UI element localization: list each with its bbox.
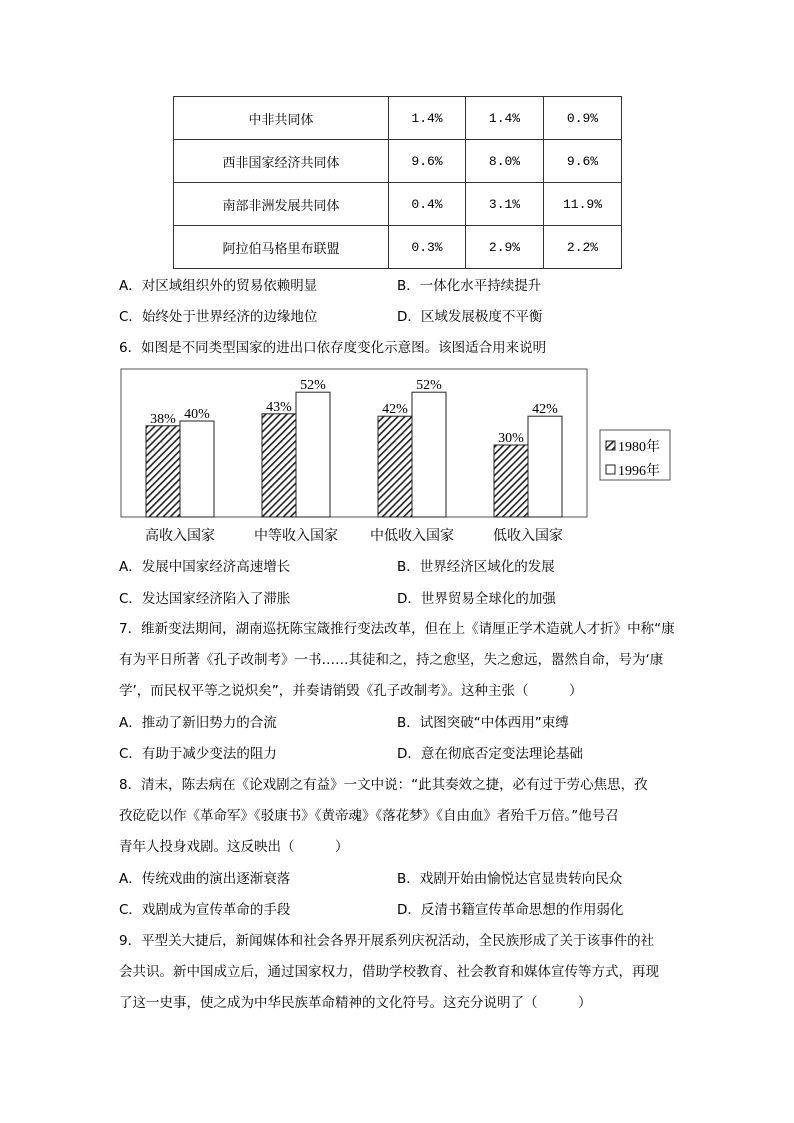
x-tick-label: 中低收入国家: [370, 529, 454, 544]
q7-option-b: B．试图突破“中体西用”束缚: [397, 715, 569, 731]
bar-1996-2: [412, 392, 446, 517]
legend-swatch: [606, 441, 615, 450]
q7-option-a: A．推动了新旧势力的合流: [119, 715, 277, 731]
value-cell: 0.3%: [389, 226, 466, 269]
value-cell: 8.0%: [466, 140, 544, 183]
trade-table: [173, 96, 622, 269]
value-cell: 11.9%: [544, 183, 622, 226]
data-label: 42%: [382, 402, 408, 418]
value-cell: 2.9%: [466, 226, 544, 269]
legend-label: 1996年: [618, 464, 660, 479]
bar-1996-3: [528, 416, 562, 517]
value-cell: 2.2%: [544, 226, 622, 269]
value-cell: 1.4%: [466, 97, 544, 140]
legend-label: 1980年: [618, 440, 660, 455]
org-name: 南部非洲发展共同体: [174, 183, 389, 226]
q8-option-a: A．传统戏曲的演出逐渐衰落: [119, 871, 291, 887]
org-name: 西非国家经济共同体: [174, 140, 389, 183]
bar-1980-2: [378, 416, 412, 517]
data-label: 43%: [266, 399, 292, 415]
bar-1996-0: [180, 421, 214, 517]
q7-stem-line2: 有为平日所著《孔子改制考》一书……其徒和之，持之愈坚，失之愈远，嚣然自命，号为‘康: [119, 652, 664, 668]
q8-stem-line1: 8．清末，陈去病在《论戏剧之有益》一文中说：“此其奏效之捷，必有过于劳心焦思，孜: [119, 777, 648, 793]
q6-option-d: D．世界贸易全球化的加强: [397, 591, 556, 607]
data-label: 40%: [184, 407, 210, 422]
q7-option-c: C．有助于减少变法的阻力: [119, 746, 277, 762]
q8-option-c: C．戏剧成为宣传革命的手段: [119, 902, 291, 918]
value-cell: 0.9%: [544, 97, 622, 140]
q9-stem-line2: 会共识。新中国成立后，通过国家权力，借助学校教育、社会教育和媒体宣传等方式，再现: [119, 964, 659, 980]
legend-swatch: [606, 465, 615, 474]
q5-option-c: C．始终处于世界经济的边缘地位: [119, 309, 318, 325]
q8-option-d: D．反清书籍宣传革命思想的作用弱化: [397, 902, 624, 918]
chart-svg: [120, 368, 680, 548]
value-cell: 0.4%: [389, 183, 466, 226]
q6-option-a: A．发展中国家经济高速增长: [119, 559, 291, 575]
q9-stem-line1: 9．平型关大捷后，新闻媒体和社会各界开展系列庆祝活动，全民族形成了关于该事件的社: [119, 933, 655, 949]
bar-1980-1: [262, 414, 296, 517]
q6-option-b: B．世界经济区域化的发展: [397, 559, 555, 575]
q8-stem-line3: 青年人投身戏剧。这反映出（ ）: [119, 839, 349, 855]
org-name: 阿拉伯马格里布联盟: [174, 226, 389, 269]
q7-stem-line1: 7．维新变法期间，湖南巡抚陈宝箴推行变法改革，但在上《请厘正学术造就人才折》中称“康: [119, 621, 675, 637]
data-label: 52%: [416, 378, 442, 394]
q7-option-d: D．意在彻底否定变法理论基础: [397, 746, 583, 762]
q5-option-d: D．区域发展极度不平衡: [397, 309, 543, 325]
value-cell: 9.6%: [544, 140, 622, 183]
q8-stem-line2: 孜矻矻以作《革命军》《驳康书》《黄帝魂》《落花梦》《自由血》者殆千万倍。”他号召: [119, 808, 619, 824]
x-tick-label: 低收入国家: [493, 529, 563, 544]
bar-1980-3: [494, 445, 528, 517]
q5-option-a: A．对区域组织外的贸易依赖明显: [119, 278, 318, 294]
table-row: [174, 140, 622, 183]
value-cell: 1.4%: [389, 97, 466, 140]
bar-1980-0: [146, 426, 180, 517]
q6-stem: 6．如图是不同类型国家的进出口依存度变化示意图。该图适合用来说明: [119, 340, 547, 356]
org-name: 中非共同体: [174, 97, 389, 140]
value-cell: 9.6%: [389, 140, 466, 183]
data-label: 30%: [498, 431, 524, 446]
table-row: [174, 183, 622, 226]
x-tick-label: 高收入国家: [145, 529, 215, 544]
bar-1996-1: [296, 392, 330, 517]
table-row: [174, 226, 622, 269]
x-tick-label: 中等收入国家: [254, 529, 338, 544]
data-label: 42%: [532, 402, 558, 418]
table-row: [174, 97, 622, 140]
data-label: 38%: [150, 411, 176, 427]
dependence-bar-chart: [120, 368, 680, 548]
data-label: 52%: [300, 378, 326, 394]
q6-option-c: C．发达国家经济陷入了滞胀: [119, 591, 291, 607]
q7-stem-line3: 学’，而民权平等之说炽矣”，并奏请销毁《孔子改制考》。这种主张（ ）: [119, 683, 583, 699]
q5-option-b: B．一体化水平持续提升: [397, 278, 542, 294]
q9-stem-line3: 了这一史事，使之成为中华民族革命精神的文化符号。这充分说明了（ ）: [119, 995, 592, 1011]
value-cell: 3.1%: [466, 183, 544, 226]
q8-option-b: B．戏剧开始由愉悦达官显贵转向民众: [397, 871, 623, 887]
